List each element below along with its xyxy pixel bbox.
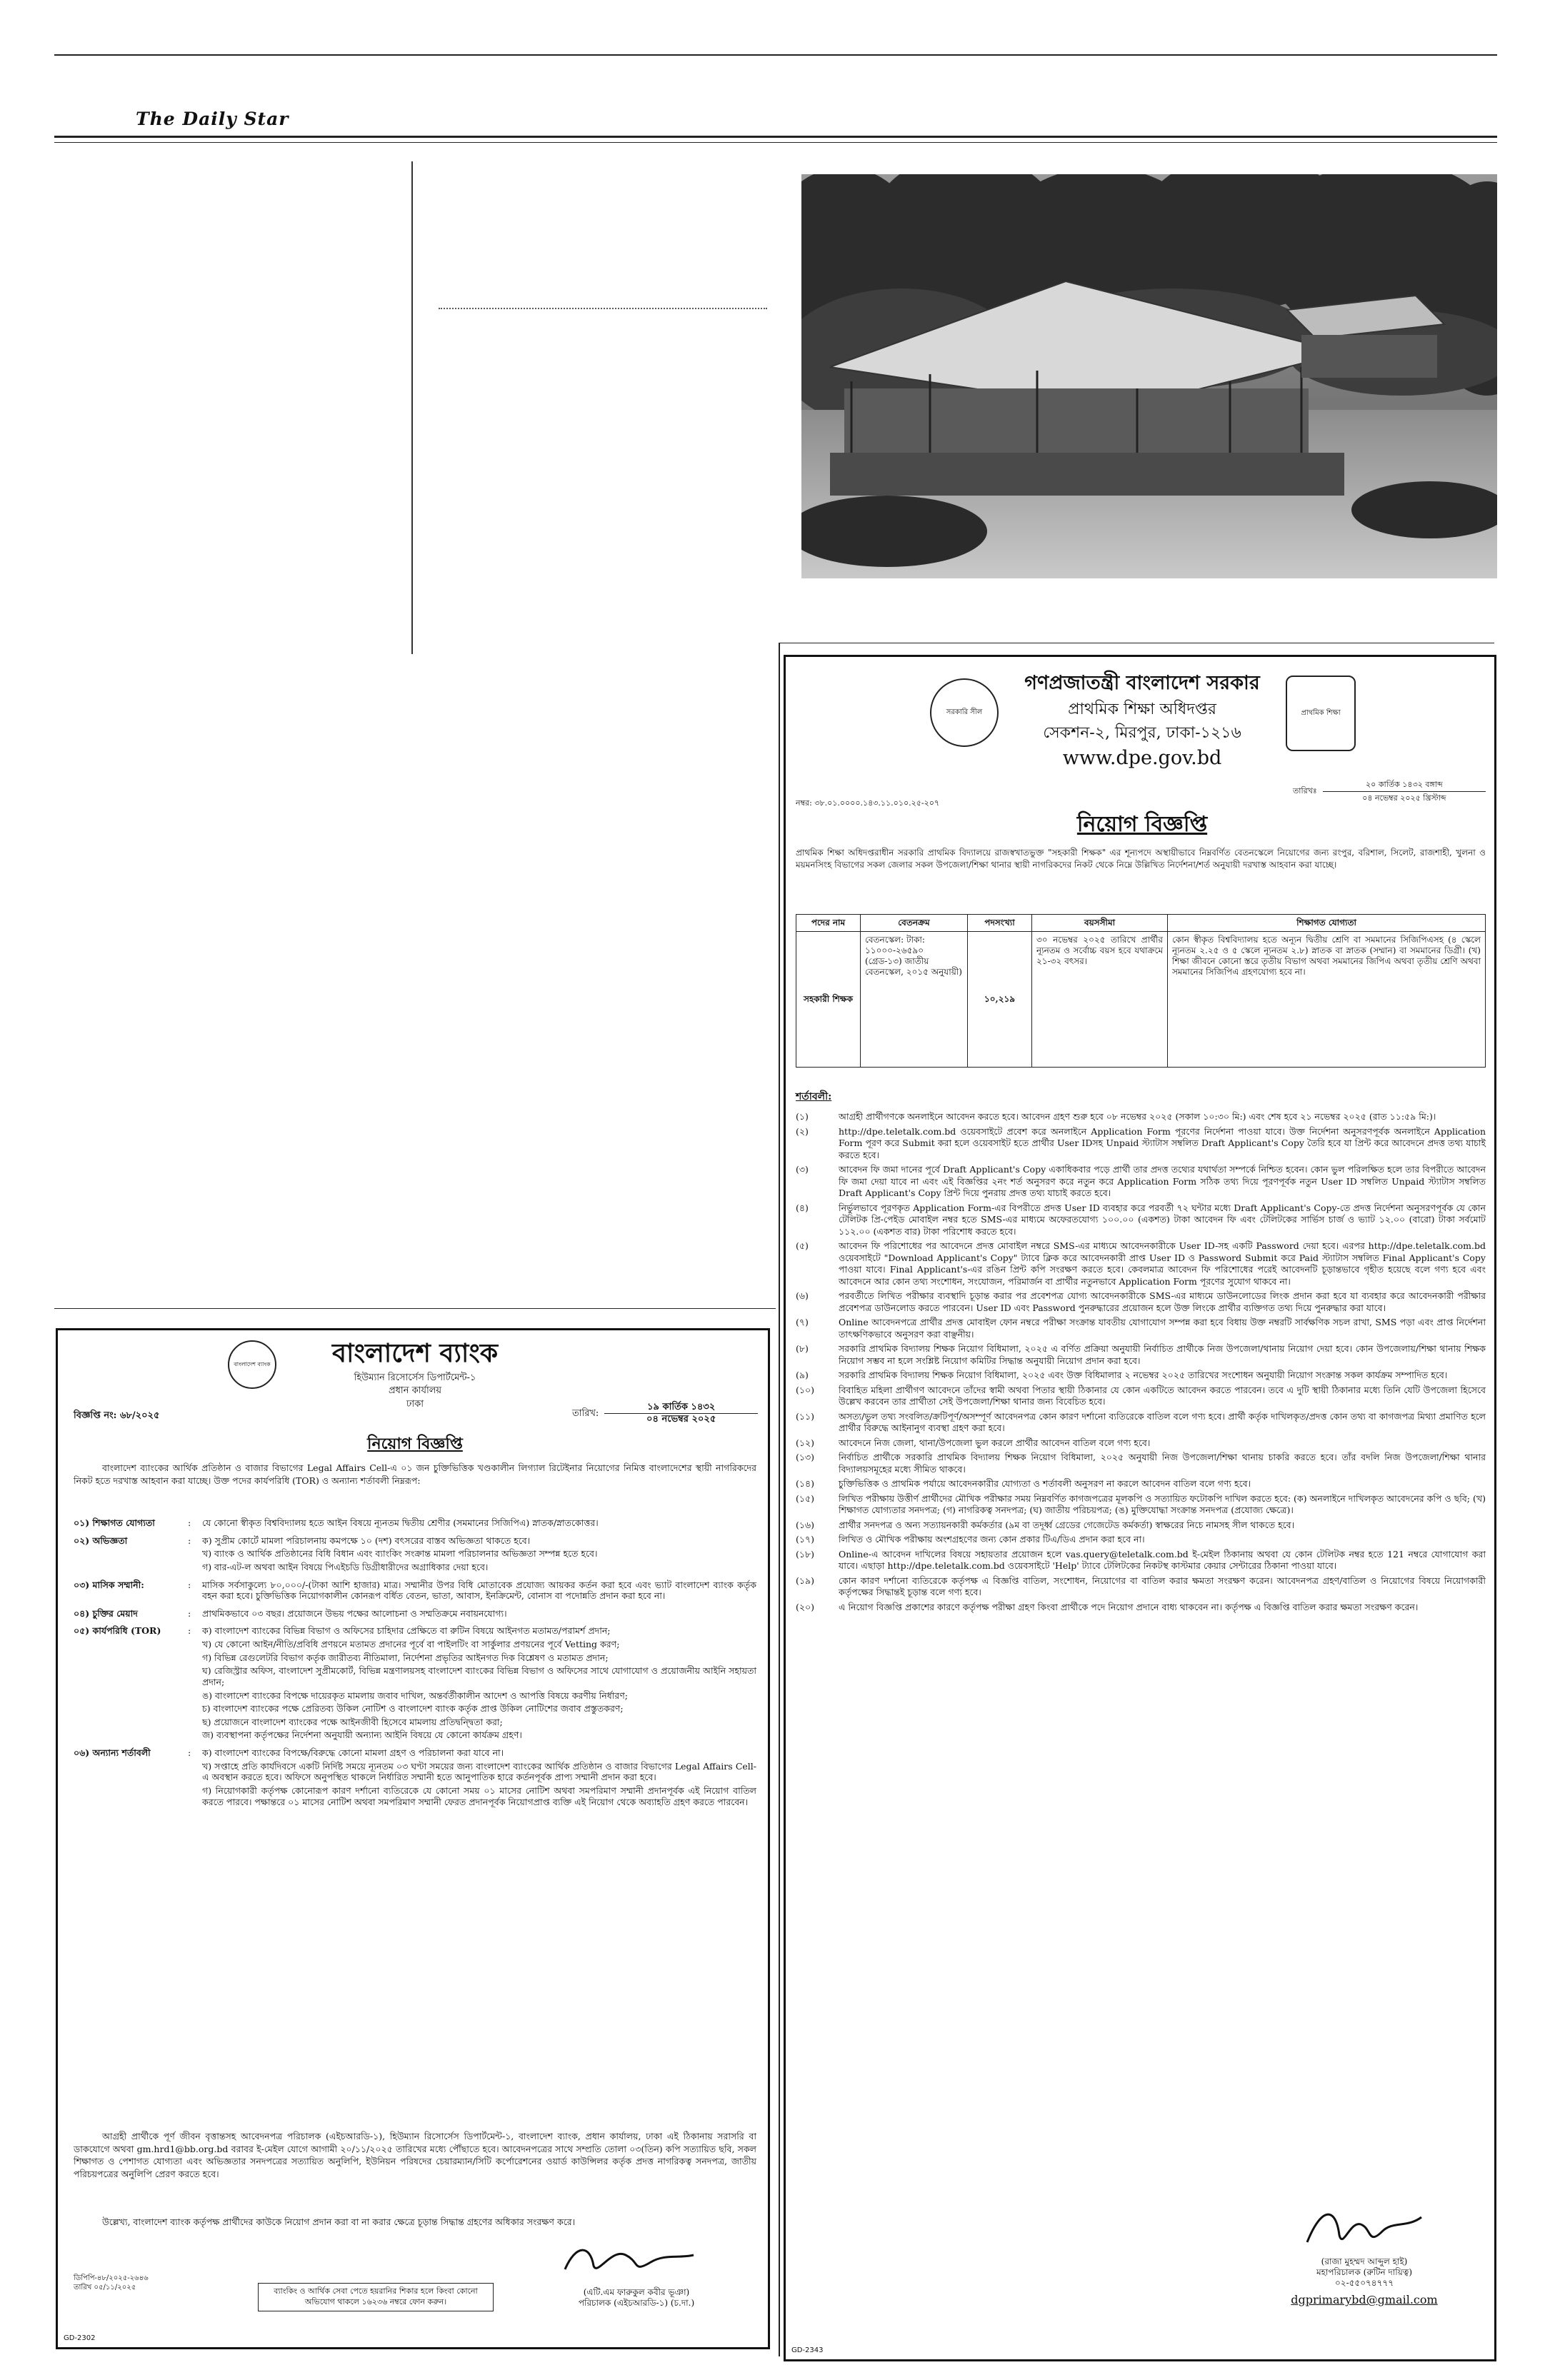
dpe-terms-heading: শর্তাবলী: [796, 1091, 832, 1103]
bb-complaint-text: ব্যাংকিং ও আর্থিক সেবা পেতে হয়রানির শিকার হলে কিংবা কোনো অভিযোগ থাকলে ১৬২৩৬ নম্বরে ফোন করুন। [274, 2286, 478, 2306]
dpe-date-bn: ২০ কার্তিক ১৪৩২ বঙ্গাব্দ [1323, 780, 1486, 792]
bb-row: ০৫) কার্যপরিধি (TOR) : ক) বাংলাদেশ ব্যাংকের বিভিন্ন বিভাগ ও অফিসের চাহিদার প্রেক্ষিতে বা রুটিন বিষয়ে আইনগত মতামত/পরামর্শ প্রদান; খ) যে কোনো আইন/নীতি/প্রবিধি প্রণয়নে মতামত প্রদানের পূর্বে বা পাইলটিং বা সার্কুলার প্রণয়নের পূর্বে Vetting করণ; গ) বিভিন্ন রেগুলেটরি বিভাগ কর্তৃক জারীতব্য নীতিমালা, নির্দেশনা প্রভৃতির আইনগত দিক বিশ্লেষণ ও মতামত প্রদান; ঘ) রেজিস্ট্রার অফিস, বাংলাদেশ সুপ্রীমকোর্ট, বিভিন্ন মন্ত্রণালয়সহ বাংলাদেশ ব্যাংকের বিভিন্ন বিভাগ ও অফিসের সাথে যোগাযোগ ও প্রয়োজনীয় আইনি সহায়তা প্রদান; ঙ) বাংলাদেশ ব্যাংকের বিপক্ষে দায়েরকৃত মামলায় জবাব দাখিল, অন্তর্বর্তীকালীন আদেশ ও আপত্তি বিষয়ে করণীয় নির্ধারণ; চ) বাংলাদেশ ব্যাংকের পক্ষে প্রেরিতব্য উকিল নোটিশ ও বাংলাদেশ ব্যাংক কর্তৃক প্রাপ্ত উকিল নোটিশের জবাব প্রস্তুতকরণ; ছ) প্রয়োজনে বাংলাদেশ ব্যাংকের পক্ষে আইনজীবী হিসেবে মামলায় প্রতিদ্বন্দ্বিতা করা; জ) ব্যবস্থাপনা কর্তৃপক্ষের নির্দেশনা অনুযায়ী অন্যান্য আইনি বিষয়ে যে কোনো কার্যক্রম গ্রহণ। [74, 1625, 756, 1741]
dpe-signer-name: (রাজা মুহম্মদ আব্দুল হাই) [1321, 2256, 1408, 2266]
empty-column-box [411, 161, 769, 654]
bb-complaint-box [258, 2283, 494, 2311]
term-item: (১৫) লিখিত পরীক্ষায় উত্তীর্ণ প্রার্থীদের মৌখিক পরীক্ষার সময় নিম্নবর্ণিত কাগজপত্রের মূলকপি ও সত্যায়িত ফটোকপি দাখিল করতে হবে: (ক) অনলাইনে দাখিলকৃত আবেদনের কপি ও ছবি; (খ) শিক্ষাগত যোগ্যতার সনদপত্র; (গ) নাগরিকত্ব সনদপত্র; (ঘ) জাতীয় পরিচয়পত্র; (ঙ) মুক্তিযোদ্ধা সংক্রান্ত সনদপত্র (প্রযোজ্য ক্ষেত্রে)। [796, 1492, 1486, 1515]
term-item: (২০) এ নিয়োগ বিজ্ঞপ্তি প্রকাশের কারণে কর্তৃপক্ষ পরীক্ষা গ্রহণ কিংবা প্রার্থীকে পদে নিয়োগ প্রদানে বাধ্য থাকবেন না। কর্তৃপক্ষ এ বিজ্ঞপ্তি বাতিল করার ক্ষমতা সংরক্ষণ করেন। [796, 1601, 1419, 1612]
dpe-header [786, 671, 1496, 770]
dpe-recruitment-ad [784, 655, 1496, 2361]
th-scale: বেতনক্রম [861, 915, 968, 932]
dpe-intro: প্রাথমিক শিক্ষা অধিদপ্তরাধীন সরকারি প্রাথমিক বিদ্যালয়ে রাজস্বখাতভুক্ত "সহকারী শিক্ষক" এর শূন্যপদে অস্থায়ীভাবে নিম্নবর্ণিত বেতনস্কেলে নিয়োগের জন্য রংপুর, বরিশাল, সিলেট, রাজশাহী, খুলনা ও ময়মনসিংহ বিভাগের সকল জেলার সকল উপজেলা/শিক্ষা থানার স্থায়ী নাগরিকদের নিকট থেকে নিম্নে উল্লিখিত নির্দেশনা/শর্ত অনুযায়ী দরখাস্ত আহবান করা যাচ্ছে। [796, 848, 1486, 870]
th-count: পদসংখ্যা [968, 915, 1032, 932]
term-item: (১৯) কোন কারণ দর্শানো ব্যতিরেকে কর্তৃপক্ষ এ বিজ্ঞপ্তি বাতিল, সংশোধন, নিয়োগের বা বাতিল করার ক্ষমতা সংরক্ষণ করেন। আবেদনপত্র গ্রহণ/বাতিল ও নিয়োগের বিষয়ে নিয়োগকারী কর্তৃপক্ষের সিদ্ধান্তই চূড়ান্ত বলে গণ্য হবে। [796, 1575, 1486, 1597]
bb-ref [74, 2274, 149, 2292]
dpe-date-block [1293, 780, 1486, 803]
govt-seal-text: সরকারি সীল [946, 708, 983, 716]
bb-closing: উল্লেখ্য, বাংলাদেশ ব্যাংক কর্তৃপক্ষ প্রার্থীদের কাউকে নিয়োগ প্রদান করা বা না করার ক্ষেত্রে চূড়ান্ত সিদ্ধান্ত গ্রহণের অধিকার সংরক্ষণ করে। [102, 2216, 576, 2227]
dotted-rule [439, 308, 767, 309]
td-count: ১০,২১৯ [968, 932, 1032, 1068]
dpe-signer-email[interactable]: dgprimarybd@gmail.com [1291, 2293, 1438, 2306]
bb-city: ঢাকা [406, 1398, 424, 1410]
bb-ref-no: ডিপিপি-৪৮/২০২৫-২৬৪৬ [74, 2274, 149, 2282]
bb-memo: বিজ্ঞপ্তি নং: ৬৮/২০২৫ [74, 1410, 160, 1421]
term-item: (১৬) প্রার্থীর সনদপত্র ও অন্য সত্যায়নকারী কর্মকর্তার (৯ম বা তদূর্ধ্ব গ্রেডের গেজেটেড কর্মকর্তা) স্বাক্ষরের নিচে নামসহ সীল থাকতে হবে। [796, 1519, 1295, 1530]
dpe-signature [1300, 2199, 1429, 2256]
bb-row: ০৩) মাসিক সম্মানী: : মাসিক সর্বসাকুল্যে ৮০,০০০/-(টাকা আশি হাজার) মাত্র। সম্মানীর উপর বিধি মোতাবেক প্রযোজ্য আয়কর কর্তন করা হবে এবং ভ্যাট বাংলাদেশ ব্যাংক কর্তৃক বহন করা হবে। চুক্তিভিত্তিক নিয়োগকালীন কোনরূপ বর্ধিত বেতন, ভাতা, আবাস, ইনক্রিমেন্ট, বোনাস বা পদোন্নতি প্রদান করা হবে না। [74, 1579, 756, 1602]
term-item: (১২) আবেদনে নিজ জেলা, থানা/উপজেলা ভুল করলে প্রার্থীর আবেদন বাতিল বলে গণ্য হবে। [796, 1437, 1151, 1448]
dpe-date-label: তারিখঃ [1293, 786, 1317, 796]
th-qual: শিক্ষাগত যোগ্যতা [1168, 915, 1486, 932]
bb-apply-text: আগ্রহী প্রার্থীকে পূর্ণ জীবন বৃত্তান্তসহ আবেদনপত্র পরিচালক (এইচআরডি-১), হিউম্যান রিসোর্সেস ডিপার্টমেন্ট-১, বাংলাদেশ ব্যাংক, প্রধান কার্যালয়, ঢাকা এই ঠিকানায় সরাসরি বা ডাকযোগে অথবা gm.hrd1@bb.org.bd বরাবর ই-মেইল যোগে আগামী ২০/১১/২০২৫ তারিখের মধ্যে পৌঁছাতে হবে। আবেদনপত্রের সাথে সম্প্রতি তোলা ০৩(তিন) কপি সত্যায়িত ছবি, সকল শিক্ষাগত ও পেশাগত যোগ্যতা এবং অভিজ্ঞতার সনদপত্রের সত্যায়িত অনুলিপি, ইউনিয়ন পরিষদের চেয়ারম্যান/সিটি কর্পোরেশনের ওয়ার্ড কাউন্সিলর কর্তৃক প্রদত্ত নাগরিকত্ব সনদপত্র, জাতীয় পরিচয়পত্রের অনুলিপি প্রেরণ করতে হবে। [74, 2131, 756, 2179]
bb-signature [558, 2234, 701, 2284]
bb-ref-date: তারিখ ০৫/১১/২০২৫ [74, 2283, 136, 2291]
bb-signer-title: পরিচালক (এইচআরডি-১) (চ.দা.) [578, 2298, 695, 2308]
dpe-logo-text: প্রাথমিক শিক্ষা [1301, 708, 1341, 717]
term-item: (১৭) লিখিত ও মৌখিক পরীক্ষায় অংশগ্রহণের জন্য কোন প্রকার টিএ/ডিএ প্রদান করা হবে না। [796, 1534, 1145, 1545]
bb-date-label: তারিখ: [572, 1407, 599, 1419]
dpe-vacancy-table [796, 914, 1486, 1068]
bb-conditions [74, 1517, 756, 1814]
term-item: (৮) সরকারি প্রাথমিক বিদ্যালয় শিক্ষক নিয়োগ বিধিমালা, ২০২৫ এ বর্ণিত প্রক্রিয়া অনুযায়ী নির্বাচিত প্রার্থীকে নিজ উপজেলা/থানায় নিয়োগ দেয়া হবে। কোন উপজেলায়/শিক্ষা থানায় শিক্ষক নিয়োগ সম্ভব না হলে সংশ্লিষ্ট নিয়োগ কমিটির সিদ্ধান্ত অনুযায়ী নিয়োগ প্রদান করা হবে। [796, 1343, 1486, 1366]
bb-dept: হিউম্যান রিসোর্সেস ডিপার্টমেন্ট-১ [354, 1372, 476, 1383]
th-age: বয়সসীমা [1032, 915, 1168, 932]
dpe-signer-phone: ০২-৫৫০৭৪৭৭৭ [1334, 2278, 1394, 2288]
td-post: সহকারী শিক্ষক [796, 932, 861, 1068]
bb-office: প্রধান কার্যালয় [388, 1385, 442, 1397]
td-scale: বেতনস্কেল: টাকা: ১১০০০-২৬৫৯০ (গ্রেড-১৩) জাতীয় বেতনস্কেল, ২০১৫ অনুযায়ী) [861, 932, 968, 1068]
td-qual: কোন স্বীকৃত বিশ্ববিদ্যালয় হতে অন্যূন দ্বিতীয় শ্রেণি বা সমমানের সিজিপিএসহ (৪ স্কেলে ন্যূনতম ২.২৫ ও ৫ স্কেলে ন্যূনতম ২.৮) স্নাতক বা স্নাতক (সম্মান) বা সমমানের ডিগ্রী। (খ) শিক্ষা জীবনে কোনো স্তরে তৃতীয় বিভাগ অথবা সমমানের জিপিএ অথবা তৃতীয় শ্রেণি অথবা সমমানের সিজিপিএ গ্রহণযোগ্য হবে না। [1168, 932, 1486, 1068]
term-item: (৯) সরকারি প্রাথমিক বিদ্যালয় শিক্ষক নিয়োগ বিধিমালা, ২০২৫ এবং উক্ত বিধিমালার ২ নভেম্বর ২০২৫ তারিখের সংশোধন অনুযায়ী নিয়োগ সংক্রান্ত সকল কার্যক্রম সম্পাদিত হবে। [796, 1370, 1448, 1380]
bb-notice-title: নিয়োগ বিজ্ঞপ্তি [367, 1435, 463, 1453]
masthead: The Daily Star [136, 109, 289, 129]
dpe-notice-title: নিয়োগ বিজ্ঞপ্তি [1076, 812, 1208, 837]
dpe-signer-title: মহাপরিচালক (রুটিন দায়িত্ব) [1316, 2267, 1413, 2277]
news-photo [801, 174, 1497, 578]
term-item: (৪) নির্ভুলভাবে পূরণকৃত Application Form-এর বিপরীতে প্রদত্ত User ID ব্যবহার করে পরবর্তী ৭২ ঘন্টার মধ্যে Draft Applicant's Copy-তে প্রদত্ত নির্দেশনা অনুসরণপূর্বক যে কোন টেলিটক প্রি-পেইড মোবাইল নম্বর হতে SMS-এর মাধ্যমে অফেরতযোগ্য ১০০.০০ (একশত) টাকা আবেদন ফি এবং টেলিটকের সার্ভিস চার্জ ও ভ্যাট ১২.০০ (বারো) টাকা সর্বমোট ১১২.০০ (একশত বার) টাকা পরিশোধ করতে হবে। [796, 1202, 1486, 1237]
dpe-memo-no: নম্বর: ৩৮.০১.০০০০.১৪৩.১১.০১০.২৫-২০৭ [796, 798, 940, 808]
term-item: (৬) পরবর্তীতে লিখিত পরীক্ষার ব্যবস্থাদি চূড়ান্ত করার পর প্রবেশপত্র যোগ্য আবেদনকারীকে SMS-এর মাধ্যমে ডাউনলোডের লিংক প্রদান করা হবে যা ব্যবহার করে আবেদনকারী পরীক্ষার প্রবেশপত্র ডাউনলোড করতে পারবেন। User ID এবং Password পুনরুদ্ধারের প্রয়োজন হলে উক্ত লিংকে প্রার্থীর ব্যক্তিগত তথ্য দিয়ে পুনরুদ্ধার করা যাবে। [796, 1290, 1486, 1313]
dpe-header-govt: গণপ্রজাতন্ত্রী বাংলাদেশ সরকার [1024, 672, 1260, 694]
bb-intro: বাংলাদেশ ব্যাংকের আর্থিক প্রতিষ্ঠান ও বাজার বিভাগের Legal Affairs Cell-এ ০১ জন চুক্তিভিত্তিক খণ্ডকালীন লিগ্যাল রিটেইনার নিয়োগের নিমিত্ত বাংলাদেশের স্থায়ী নাগরিকদের নিকট হতে দরখাস্ত আহবান করা যাচ্ছে। উক্ত পদের কার্যপরিধি (TOR) ও অন্যান্য শর্তাবলী নিম্নরূপ: [74, 1462, 756, 1486]
bb-date-block [572, 1402, 758, 1426]
bb-date-en: ০৪ নভেম্বর ২০২৫ [646, 1414, 716, 1425]
bb-recruitment-ad [56, 1328, 770, 2349]
bb-row: ০১) শিক্ষাগত যোগ্যতা : যে কোনো স্বীকৃত বিশ্ববিদ্যালয় হতে আইন বিষয়ে ন্যূনতম দ্বিতীয় শ্রেণীর (সমমানের সিজিপিএ) স্নাতক/স্নাতকোত্তর। [74, 1517, 599, 1528]
top-rule [54, 54, 1497, 56]
bb-gd-code: GD-2302 [64, 2334, 96, 2342]
bb-title: বাংলাদেশ ব্যাংক [331, 1338, 499, 1368]
th-post: পদের নাম [796, 915, 861, 932]
dpe-dept: প্রাথমিক শিক্ষা অধিদপ্তর [1068, 700, 1216, 718]
bb-logo-text: বাংলাদেশ ব্যাংক [234, 1361, 271, 1367]
bb-header [58, 1337, 770, 1410]
bb-row: ০২) অভিজ্ঞতা : ক) সুপ্রীম কোর্টে মামলা পরিচালনায় কমপক্ষে ১০ (দশ) বৎসরের বাস্তব অভিজ্ঞতা থাকতে হবে। খ) ব্যাংক ও আর্থিক প্রতিষ্ঠানের বিধি বিধান এবং ব্যাংকিং সংক্রান্ত মামলা পরিচালনার অভিজ্ঞতা সম্পন্ন হতে হবে। গ) বার-এট-ল অথবা আইন বিষয়ে পিএইচডি ডিগ্রীধারীদের অগ্রাধিকার দেয়া হবে। [74, 1535, 598, 1572]
dpe-gd-code: GD-2343 [791, 2346, 824, 2354]
term-item: (১৮) Online-এ আবেদন দাখিলের বিষয়ে সহায়তার প্রয়োজন হলে vas.query@teletalk.com.bd ই-মেইল ঠিকানায় অথবা যে কোন টেলিটক নম্বর হতে 121 নম্বরে যোগাযোগ করা যাবে। এছাড়া http://dpe.teletalk.com.bd ওয়েবসাইটে 'Help' ট্যাবে টেলিটকের নিকটস্থ কাস্টমার কেয়ার সেন্টারের ঠিকানা পাওয়া যাবে। [796, 1548, 1486, 1571]
term-item: (১) আগ্রহী প্রার্থীগণকে অনলাইনে আবেদন করতে হবে। আবেদন গ্রহণ শুরু হবে ০৮ নভেম্বর ২০২৫ (সকাল ১০:৩০ মি:) এবং শেষ হবে ২১ নভেম্বর ২০২৫ (রাত ১১:৫৯ মি:)। [796, 1111, 1436, 1122]
column-divider-right [779, 643, 780, 2356]
td-age: ৩০ নভেম্বর ২০২৫ তারিখে প্রার্থীর ন্যূনতম ও সর্বোচ্চ বয়স হবে যথাক্রমে ২১-৩২ বৎসর। [1032, 932, 1168, 1068]
term-item: (৩) আবেদন ফি জমা দানের পূর্বে Draft Applicant's Copy একাধিকবার পড়ে প্রার্থী তার প্রদত্ত তথ্যের যথার্থতা সম্পর্কে নিশ্চিত হবেন। কোন ভুল পরিলক্ষিত হলে তার বিপরীতে আবেদন ফি জমা দেয়া যাবে না এবং এই বিজ্ঞপ্তির ২নং শর্ত অনুসরণ করে নতুন করে Application Form সঠিক তথ্য দিয়ে পূরণপূর্বক নতুন User ID সম্বলিত Unpaid স্ট্যাটাস সম্বলিত Draft Applicant's Copy প্রিন্ট দিয়ে পুনরায় প্রদত্ত তথ্য যাচাই করতে হবে। [796, 1164, 1486, 1198]
masthead-rule-2 [54, 142, 1497, 143]
horizontal-divider-left [54, 1308, 776, 1309]
bb-row: ০৬) অন্যান্য শর্তাবলী : ক) বাংলাদেশ ব্যাংকের বিপক্ষে/বিরুদ্ধে কোনো মামলা গ্রহণ ও পরিচালনা করা যাবে না। খ) সপ্তাহে প্রতি কার্যদিবসে একটি নির্দিষ্ট সময়ে ন্যূনতম ০৩ ঘণ্টা সময়ের জন্য বাংলাদেশ ব্যাংকের আর্থিক প্রতিষ্ঠান ও বাজার বিভাগের Legal Affairs Cell-এ অবস্থান করতে হবে। অফিসে অনুপস্থিত থাকলে নির্ধারিত সম্মানী হতে আনুপাতিক হারে কর্তনপূর্বক প্রাপ্য সম্মানী প্রদান করা হবে। গ) নিয়োগকারী কর্তৃপক্ষ কোনোরূপ কারণ দর্শানো ব্যতিরেকে যে কোনো সময় ০১ মাসের নোটিশ অথবা সমপরিমাণ সম্মানী প্রদানপূর্বক এই নিয়োগ বাতিল করতে পারবে। পক্ষান্তরে ০১ মাসের নোটিশ অথবা সমপরিমাণ সম্মানী ফেরত প্রদানপূর্বক নিয়োগপ্রাপ্ত ব্যক্তি এই নিয়োগ থেকে অব্যাহতি গ্রহণ করতে পারবেন। [74, 1747, 756, 1807]
term-item: (১১) অসত্য/ভুল তথ্য সংবলিত/ক্রটিপূর্ণ/অসম্পূর্ণ আবেদনপত্র কোন কারণ দর্শানো ব্যতিরেকে বাতিল বলে গণ্য হবে। প্রার্থী কর্তৃক দাখিলকৃত/প্রদত্ত কোন তথ্য বা কাগজপত্র মিথ্যা প্রমাণিত হলে প্রার্থীর বিরুদ্ধে আইনানুগ ব্যবস্থা গ্রহণ করা হবে। [796, 1410, 1486, 1433]
masthead-rule-1 [54, 136, 1497, 138]
term-item: (৫) আবেদন ফি পরিশোধের পর আবেদনে প্রদত্ত মোবাইল নম্বরে SMS-এর মাধ্যমে আবেদনকারীকে User ID-সহ একটি Password দেয়া হবে। এরপর http://dpe.teletalk.com.bd ওয়েবসাইটে "Download Applicant's Copy" ট্যাবে ক্লিক করে আবেদনকারী প্রাপ্ত User ID ও Password Submit করে Paid স্ট্যাটাস সম্বলিত Final Applicant's Copy পাওয়া যাবে। Final Applicant's-এর রঙিন প্রিন্ট কপি সংরক্ষণ করতে হবে। কেবলমাত্র আবেদন ফি পরিশোধের পরেই আবেদনটি চূড়ান্তভাবে গৃহীত হয়েছে বলে গণ্য হবে এবং আবেদনে আর কোন তথ্য সংশোধন, সংযোজন, পরিমার্জন বা প্রার্থীর নতুনভাবে Application Form পূরণের সুযোগ থাকবে না। [796, 1240, 1486, 1287]
term-item: (১০) বিবাহিত মহিলা প্রার্থীগণ আবেদনে তাঁদের স্বামী অথবা পিতার স্থায়ী ঠিকানার যে কোন একটিতে আবেদন করতে পারবেন। তবে এ দুটি স্থায়ী ঠিকানার মধ্যে তিনি যেটি উপজেলা হিসেবে উল্লেখ করবেন তার প্রার্থীতা সেই উপজেলা/শিক্ষা থানার জন্য বিবেচিত হবে। [796, 1384, 1486, 1407]
dpe-terms [796, 1111, 1486, 1616]
dpe-address: সেকশন-২, মিরপুর, ঢাকা-১২১৬ [1043, 724, 1241, 743]
dpe-date-en: ০৪ নভেম্বর ২০২৫ খ্রিস্টাব্দ [1362, 793, 1446, 803]
term-item: (৭) Online আবেদনপত্রে প্রার্থীর প্রদত্ত মোবাইল ফোন নম্বরে পরীক্ষা সংক্রান্ত যাবতীয় যোগাযোগ সম্পন্ন করা হবে বিধায় উক্ত নম্বরটি সার্বক্ষণিক সচল রাখা, SMS পড়া এবং প্রাপ্ত নির্দেশনা তাৎক্ষণিকভাবে অনুসরণ করা বাঞ্ছনীয়। [796, 1317, 1486, 1340]
bb-date-bn: ১৯ কার্তিক ১৪৩২ [604, 1402, 758, 1414]
term-item: (১৩) নির্বাচিত প্রার্থীকে সরকারি প্রাথমিক বিদ্যালয় শিক্ষক নিয়োগ বিধিমালা, ২০২৫ অনুযায়ী নিজ উপজেলা/শিক্ষা থানায় চাকরি করতে হবে। তাঁর বদলি নিজ উপজেলা/শিক্ষা থানার বিদ্যালয়সমূহের মধ্যে সীমিত থাকবে। [796, 1452, 1486, 1475]
bb-row: ০৪) চুক্তির মেয়াদ : প্রাথমিকভাবে ০৩ বছর। প্রয়োজনে উভয় পক্ষের আলোচনা ও সম্মতিক্রমে নবায়নযোগ্য। [74, 1607, 507, 1619]
bb-signer-block [515, 2287, 758, 2309]
dpe-signer-block [1243, 2256, 1486, 2307]
dpe-website[interactable]: www.dpe.gov.bd [1062, 746, 1222, 769]
bb-signer-name: (এটি.এম ফারুকুল কবীর ভূঞা) [583, 2287, 690, 2297]
term-item: (১৪) চুক্তিভিত্তিক ও প্রাথমিক পর্যায়ে আবেদনকারীর যোগ্যতা ও শর্তাবলী অনুসরণ না করলে আবেদন বাতিল বলে গণ্য হবে। [796, 1478, 1251, 1489]
term-item: (২) http://dpe.teletalk.com.bd ওয়েবসাইটে প্রবেশ করে অনলাইনে Application Form পূরণের নির্দেশনা পাওয়া যাবে। উক্ত নির্দেশনা অনুসরণপূর্বক অনলাইনে Application Form পূরণ করে Submit করা হলে ওয়েবসাইট হতে প্রার্থীর User IDসহ Unpaid স্ট্যাটাস সম্বলিত Draft Applicant's Copy তৈরি হবে যা প্রিন্ট করে আবেদনে প্রদত্ত তথ্য যাচাই করতে হবে। [796, 1125, 1486, 1160]
